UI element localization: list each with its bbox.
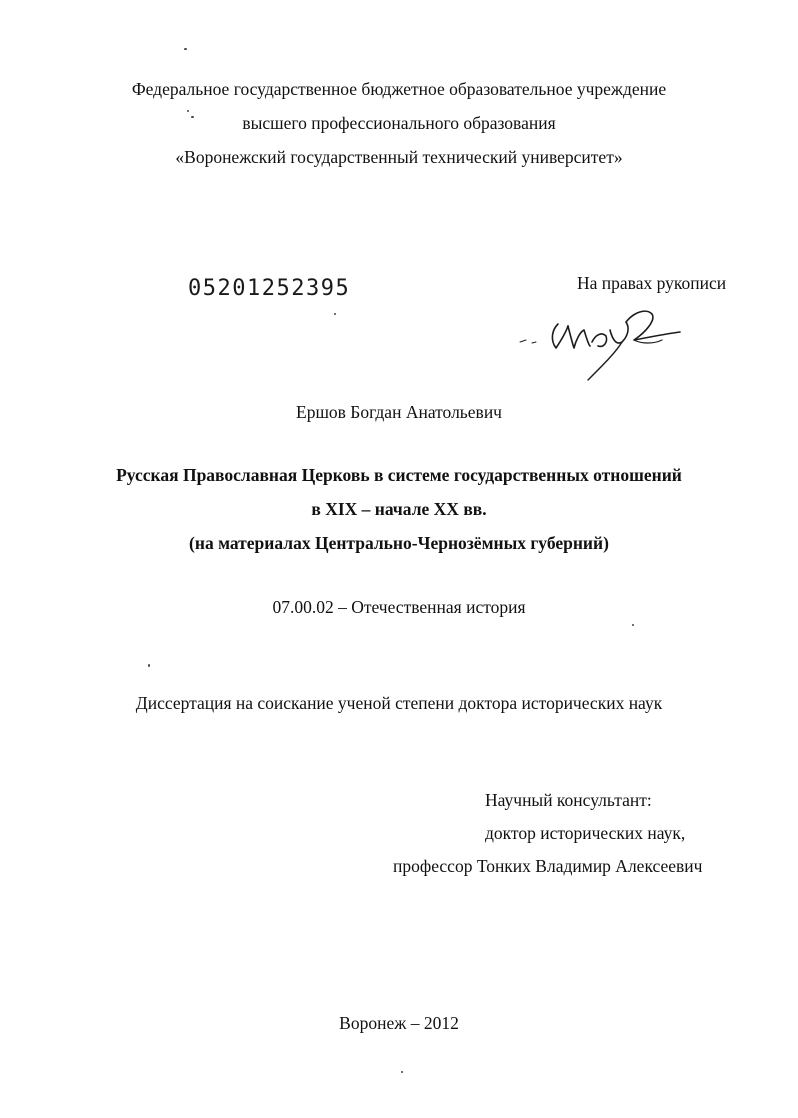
author-signature [512, 302, 692, 384]
advisor-label: Научный консультант: [485, 790, 652, 810]
manuscript-notice: На правах рукописи [577, 273, 727, 293]
title-line-1: Русская Православная Церковь в системе государственных отношений [116, 465, 682, 485]
institution-line-1: Федеральное государственное бюджетное образовательное учреждение [131, 79, 667, 99]
specialty-code: 07.00.02 – Отечественная история [272, 597, 526, 617]
title-line-2: в XIX – начале XX вв. [311, 499, 487, 519]
scan-speck [401, 1071, 403, 1073]
institution-line-3: «Воронежский государственный технический университет» [175, 147, 623, 167]
dissertation-statement: Диссертация на соискание ученой степени доктора исторических наук [135, 693, 663, 713]
scan-speck [632, 624, 634, 626]
scan-speck [184, 48, 187, 50]
scan-speck [334, 313, 336, 315]
advisor-name: профессор Тонких Владимир Алексеевич [393, 856, 703, 876]
advisor-degree: доктор исторических наук, [485, 823, 686, 843]
author-name: Ершов Богдан Анатольевич [296, 402, 502, 422]
city-year: Воронеж – 2012 [339, 1013, 459, 1033]
scan-speck [148, 664, 150, 667]
title-line-3: (на материалах Центрально-Чернозёмных губерний) [189, 533, 609, 553]
institution-line-2: высшего профессионального образования [242, 113, 556, 133]
inventory-number: 05201252395 [188, 276, 351, 301]
